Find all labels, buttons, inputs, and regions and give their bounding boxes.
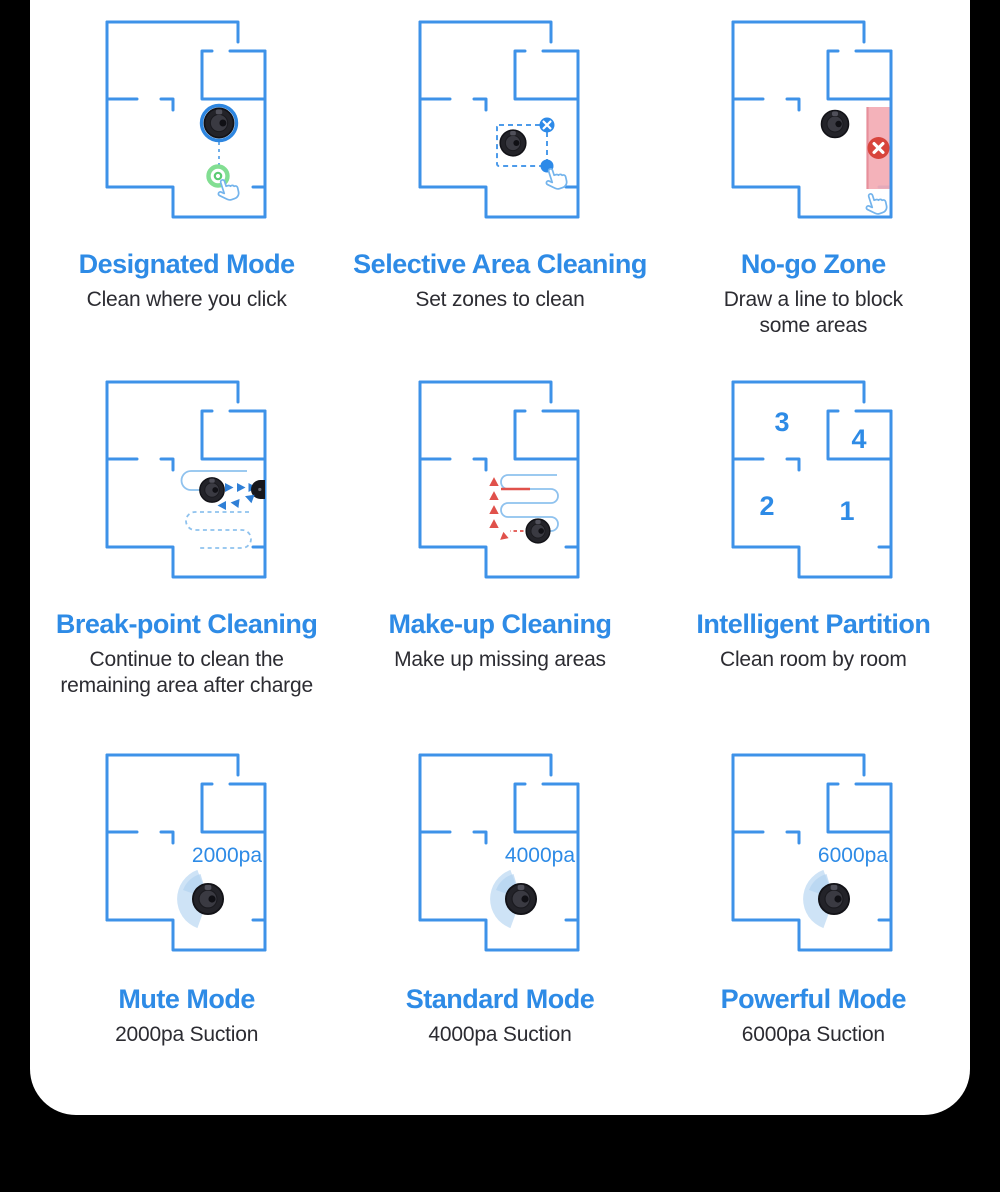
- feature-title: Mute Mode: [118, 984, 255, 1014]
- feature-title: Selective Area Cleaning: [353, 249, 647, 279]
- floorplan-mute-mode: [105, 752, 269, 954]
- delete-zone-badge-icon: [539, 118, 554, 133]
- floorplan-selective-area: [418, 19, 582, 221]
- floorplan-powerful-mode: [731, 752, 895, 954]
- floorplan-standard-mode: [418, 752, 582, 954]
- floorplan-break-point: [105, 379, 269, 581]
- robot-vacuum-icon: [506, 884, 536, 914]
- make-up-direction-arrows: [489, 477, 508, 543]
- feature-title: Designated Mode: [78, 249, 295, 279]
- feature-designated-mode: [30, 0, 343, 350]
- suction-power-label: 2000pa: [191, 844, 262, 867]
- robot-vacuum-icon: [500, 130, 526, 156]
- feature-description: 4000pa Suction: [428, 1023, 572, 1046]
- feature-description: Clean where you click: [86, 288, 287, 311]
- room-number-2: 2: [759, 491, 775, 521]
- robot-vacuum-icon: [200, 478, 224, 502]
- feature-title: Break-point Cleaning: [55, 609, 318, 639]
- floorplan-walls: [420, 382, 578, 577]
- hand-cursor-icon: [863, 190, 889, 217]
- floorplan-designated-mode: [105, 19, 269, 221]
- feature-standard-mode: [343, 725, 656, 1055]
- feature-description: Set zones to clean: [415, 288, 585, 311]
- remaining-route-dashed-line: [186, 512, 251, 548]
- robot-vacuum-icon: [526, 519, 550, 543]
- blocked-icon: [868, 137, 890, 159]
- feature-break-point-cleaning: [30, 350, 343, 725]
- feature-title: No-go Zone: [740, 249, 886, 279]
- floorplan-walls: [107, 22, 265, 217]
- feature-description: Draw a line to block some areas: [723, 288, 903, 337]
- feature-description: 2000pa Suction: [115, 1023, 259, 1046]
- robot-vacuum-icon: [193, 884, 223, 914]
- feature-description: Continue to clean the remaining area after charge: [60, 648, 313, 697]
- suction-power-label: 4000pa: [504, 844, 575, 867]
- feature-intelligent-partition: [657, 350, 970, 725]
- feature-make-up-cleaning: [343, 350, 656, 725]
- feature-title: Intelligent Partition: [696, 609, 931, 639]
- floorplan-walls: [733, 382, 891, 577]
- room-number-4: 4: [851, 424, 867, 454]
- feature-title: Standard Mode: [405, 984, 595, 1014]
- suction-power-label: 6000pa: [818, 844, 889, 867]
- feature-description: 6000pa Suction: [741, 1023, 885, 1046]
- feature-no-go-zone: [657, 0, 970, 350]
- room-number-3: 3: [774, 407, 790, 437]
- feature-card: [30, 0, 970, 1115]
- feature-selective-area-cleaning: [343, 0, 656, 350]
- feature-powerful-mode: [657, 725, 970, 1055]
- robot-vacuum-icon: [204, 108, 233, 137]
- dock-indicator-dot: [258, 488, 261, 491]
- feature-title: Powerful Mode: [720, 984, 907, 1014]
- floorplan-make-up: [418, 379, 582, 581]
- feature-grid: [30, 0, 970, 1115]
- robot-vacuum-icon: [819, 884, 849, 914]
- floorplan-no-go-zone: [731, 19, 895, 221]
- feature-title: Make-up Cleaning: [388, 609, 612, 639]
- feature-mute-mode: [30, 725, 343, 1055]
- floorplan-partition: [731, 379, 895, 581]
- feature-description: Clean room by room: [720, 648, 907, 671]
- feature-description: Make up missing areas: [394, 648, 606, 671]
- room-number-1: 1: [839, 496, 855, 526]
- robot-vacuum-icon: [822, 111, 849, 138]
